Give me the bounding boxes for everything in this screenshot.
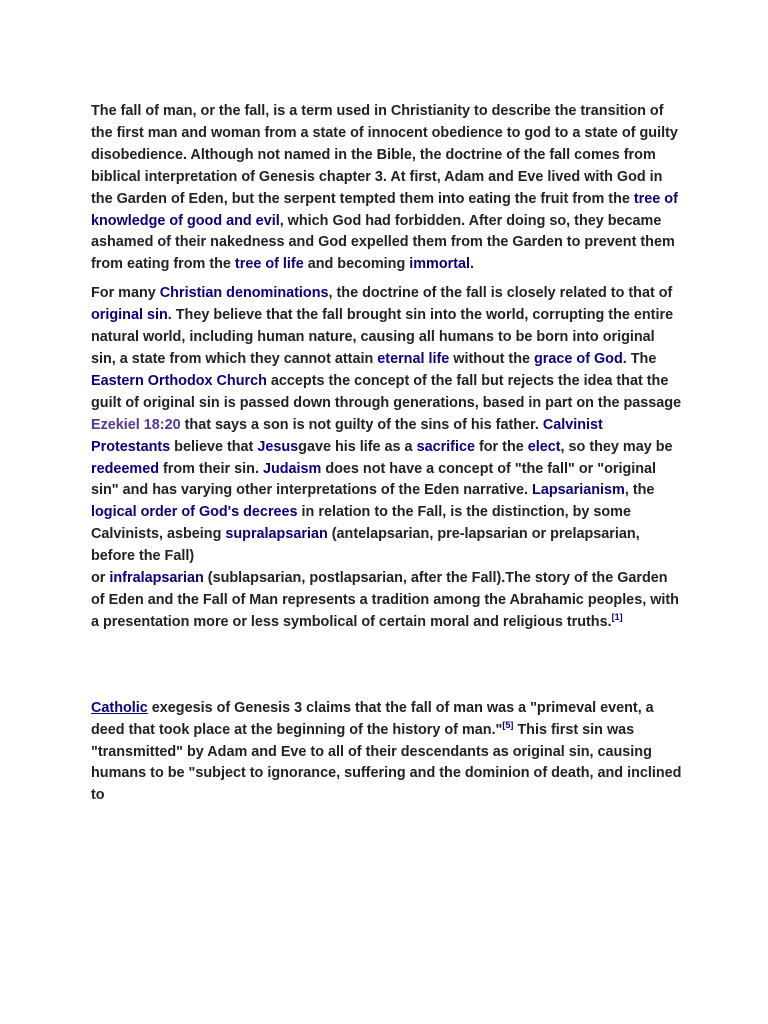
link-judaism[interactable]: Judaism [262,460,322,477]
text: , which God had forbidden. After doing so, they became ashamed of their nakedness and God expelled them from the Garden to prevent them from eating from the [91,212,675,273]
link-eastern-orthodox-church[interactable]: Eastern Orthodox Church [91,372,267,389]
link-ezekiel[interactable]: Ezekiel 18:20 [91,416,181,433]
link-eternal-life[interactable]: eternal life [377,350,450,367]
text: , the doctrine of the fall is closely related to that of [328,285,673,302]
link-catholic[interactable]: Catholic [91,699,148,716]
link-immortal[interactable]: immortal [409,256,471,273]
text: . The [622,350,657,367]
text: does not have a concept of "the fall" or "original sin" and has varying other interpretations of the Eden narrative. [91,460,657,499]
link-redeemed[interactable]: redeemed [91,460,159,477]
text: , so they may be [560,438,673,455]
link-jesus[interactable]: Jesus [257,438,299,455]
text: without the [449,350,534,367]
link-infralapsarian[interactable]: infralapsarian [109,570,204,587]
link-sacrifice[interactable]: sacrifice [416,438,475,455]
text: in relation to the Fall, is the distinction, by some Calvinists, asbeing [91,504,631,543]
text: from their sin. [159,460,263,477]
link-logical-order-of-gods-decrees[interactable]: logical order of God's decrees [91,504,298,521]
text: . They believe that the fall brought sin into the world, corrupting the entire natural world, including human nature, causing all humans to be born into original sin, a state from which they cannot attain [91,307,674,367]
text: exegesis of Genesis 3 claims that the fall of man was a "primeval event, a deed that took place at the beginning of the history of man." [91,699,654,738]
link-tree-of-life[interactable]: tree of life [234,256,304,273]
link-elect[interactable]: elect [527,438,561,455]
text: For many [91,285,160,302]
text: believe that [170,438,258,455]
text: , the [624,482,655,499]
reference-link[interactable]: [1] [611,612,623,623]
text: This first sin was "transmitted" by Adam and Eve to all of their descendants as original sin, causing humans to be "subject to ignorance, suffering and the dominion of death, and inclined to [91,721,682,804]
paragraph-denominations [91,283,683,634]
paragraph-fall-of-man [91,101,683,276]
text: The fall of man, or the fall, is a term used in Christianity to describe the transition of the first man and woman from a state of innocent obedience to god to a state of guilty disobedience. Although not named in the Bible, the doctrine of the fall comes from biblical interpretation of Genesis chapter 3. At first, Adam and Eve lived with God in the Garden of Eden, but the serpent tempted them into eating the fruit from the [91,103,678,207]
text: and becoming [303,256,410,273]
text: gave his life as a [298,438,417,455]
text: or [91,570,110,587]
text: . [470,256,475,273]
link-calvinist-protestants[interactable]: Calvinist Protestants [91,416,603,455]
article-body [91,101,683,807]
paragraph-catholic-exegesis [91,698,683,808]
text: (antelapsarian, pre-lapsarian or prelapsarian, before the Fall) [91,526,640,565]
link-tree-of-knowledge[interactable]: tree of knowledge of good and evil [91,190,678,229]
link-lapsarianism[interactable]: Lapsarianism [532,482,625,499]
text: for the [474,438,528,455]
link-grace-of-god[interactable]: grace of God [534,350,623,367]
text: that says a son is not guilty of the sins of his father. [180,416,543,433]
text: (sublapsarian, postlapsarian, after the Fall).The story of the Garden of Eden and the Fall of Man represents a tradition among the Abrahamic peoples, with a presentation more or less symbolical of certain moral and religious truths. [91,570,679,630]
link-original-sin[interactable]: original sin [91,307,168,324]
text: accepts the concept of the fall but rejects the idea that the guilt of original sin is passed down through generations, based in part on the passage [91,372,682,411]
link-supralapsarian[interactable]: supralapsarian [225,526,328,543]
reference-link[interactable]: [5] [502,719,514,730]
link-christian-denominations[interactable]: Christian denominations [159,285,329,302]
